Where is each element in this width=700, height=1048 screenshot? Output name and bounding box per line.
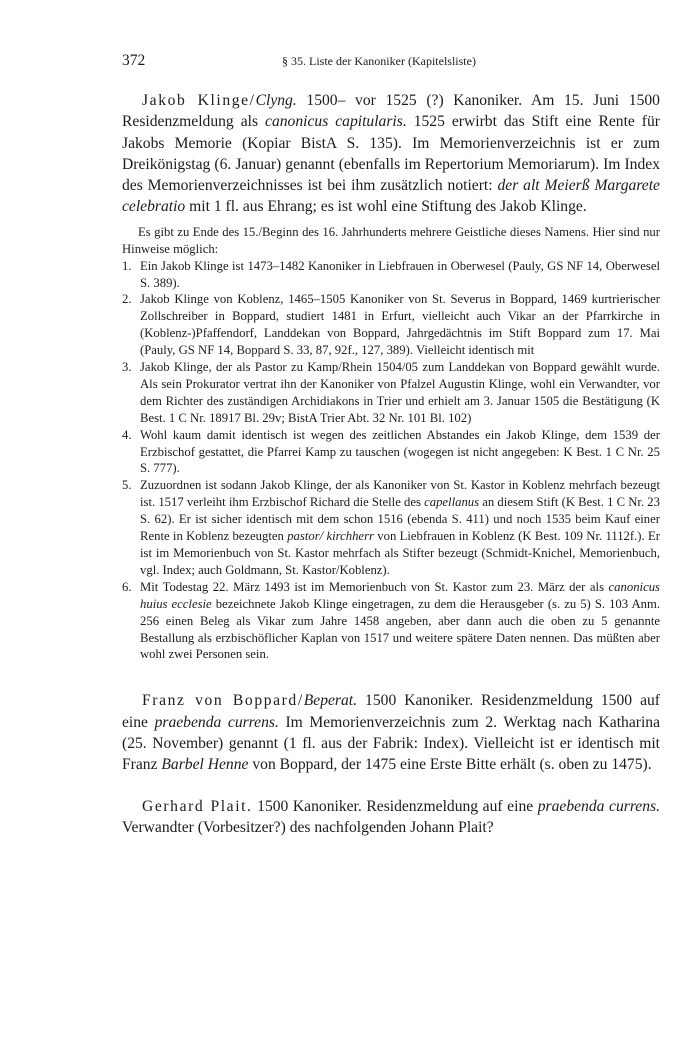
spacer [122, 776, 660, 796]
entry-name: Jakob Klinge/ [142, 92, 256, 109]
spacer [122, 663, 660, 690]
note-item: 4. Wohl kaum damit identisch ist wegen des zeitlichen Abstandes ein Jakob Klinge, dem 1539 der Erzbischof gestattet, die Pfarrei Kamp zu tauschen (wogegen ist nicht angegeben: K Best. 1 C Nr. 25 S. 777). [122, 427, 660, 476]
note-item: 2. Jakob Klinge von Koblenz, 1465–1505 Kanoniker von St. Severus in Boppard, 1469 kurtrierischer Zollschreiber in Boppard, studiert 1481 in Erfurt, vielleicht auch Vikar an der Pfarrkirche in (Koblenz-)Pfaffendorf, Landdekan von Boppard, Jahrgedächtnis im Stift Boppard zum 17. Mai (Pauly, GS NF 14, Boppard S. 33, 87, 92f., 127, 389). Vielleicht identisch mit [122, 292, 660, 358]
running-title: § 35. Liste der Kanoniker (Kapitelsliste) [282, 54, 476, 68]
note-item: 6. Mit Todestag 22. März 1493 ist im Memorienbuch von St. Kastor zum 23. März der als canonicus huius ecclesie bezeichnete Jakob Klinge eingetragen, zu dem die Herausgeber (s. zu 5) S. 103 Anm. 256 einen Beleg als Vikar zum Jahre 1458 angeben, aber dann auch die oben zu 5 genannte Bestallung als erzbischöflicher Kaplan von 1517 und weitere spätere Daten nennen. Das müßten aber wohl zwei Personen sein. [122, 579, 660, 662]
entry-jakob-klinge: Jakob Klinge/Clyng. 1500– vor 1525 (?) Kanoniker. Am 15. Juni 1500 Residenzmeldung als canonicus capitularis. 1525 erwirbt das Stift eine Rente für Jakobs Memorie (Kopiar BistA S. 135). Im Memorienverzeichnis ist er zum Dreikönigstag (6. Januar) genannt (ebenfalls im Repertorium Memoriarum). Im Index des Memorienverzeichnisses ist bei ihm zusätzlich notiert: der alt Meierß Margarete celebratio mit 1 fl. aus Ehrang; es ist wohl eine Stiftung des Jakob Klinge. [122, 92, 660, 216]
name-variant: Beperat. [303, 692, 358, 710]
note-item: 3. Jakob Klinge, der als Pastor zu Kamp/Rhein 1504/05 zum Landdekan von Boppard gewählt wurde. Als sein Prokurator vertrat ihn der Kanoniker von Pfalzel Augustin Klinge, wohl ein Verwandter, vor dem Richter des zuständigen Archidiakons in Trier und erhielt am 3. Januar 1505 die Bestätigung (K Best. 1 C Nr. 18917 Bl. 29v; BistA Trier Abt. 32 Nr. 101 Bl. 102) [122, 360, 660, 425]
name-variant: Clyng. [255, 92, 297, 109]
note-item: 1. Ein Jakob Klinge ist 1473–1482 Kanoniker in Liebfrauen in Oberwesel (Pauly, GS NF 14, Oberwesel S. 389). [122, 258, 660, 290]
entry-franz-von-boppard: Franz von Boppard/Beperat. 1500 Kanoniker. Residenzmeldung 1500 auf eine praebenda currens. Im Memorienverzeichnis zum 2. Werktag nach Katharina (25. November) genannt (1 fl. aus der Fabrik: Index). Vielleicht ist er identisch mit Franz Barbel Henne von Boppard, der 1475 eine Erste Bitte erhält (s. oben zu 1475). [122, 692, 660, 774]
footnote-block [122, 224, 660, 664]
entry-name: Gerhard Plait. [142, 797, 253, 815]
main-text [122, 90, 660, 838]
notes-intro: Es gibt zu Ende des 15./Beginn des 16. Jahrhunderts mehrere Geistliche dieses Namens. Hier sind nur Hinweise möglich: [122, 224, 660, 256]
entry-gerhard-plait: Gerhard Plait. 1500 Kanoniker. Residenzmeldung auf eine praebenda currens. Verwandter (Vorbesitzer?) des nachfolgenden Johann Plait? [122, 797, 660, 836]
entry-name: Franz von Boppard/ [142, 692, 304, 710]
notes-list [122, 258, 660, 664]
page-number: 372 [122, 52, 146, 69]
note-item: 5. Zuzuordnen ist sodann Jakob Klinge, der als Kanoniker von St. Kastor in Koblenz mehrfach bezeugt ist. 1517 verleiht ihm Erzbischof Richard die Stelle des capellanus an diesem Stift (K Best. 1 C Nr. 23 S. 62). Er ist sicher identisch mit dem schon 1516 (ebenda S. 411) und noch 1535 beim Kauf einer Rente in Koblenz bezeugten pastor/ kirchherr von Liebfrauen in Koblenz (K Best. 109 Nr. 1112f.). Er ist im Memorienbuch von St. Kastor mehrfach als Stifter bezeugt (Schmidt-Knichel, Memorienbuch, vgl. Index; auch Goldmann, St. Kastor/Koblenz). [122, 478, 661, 577]
